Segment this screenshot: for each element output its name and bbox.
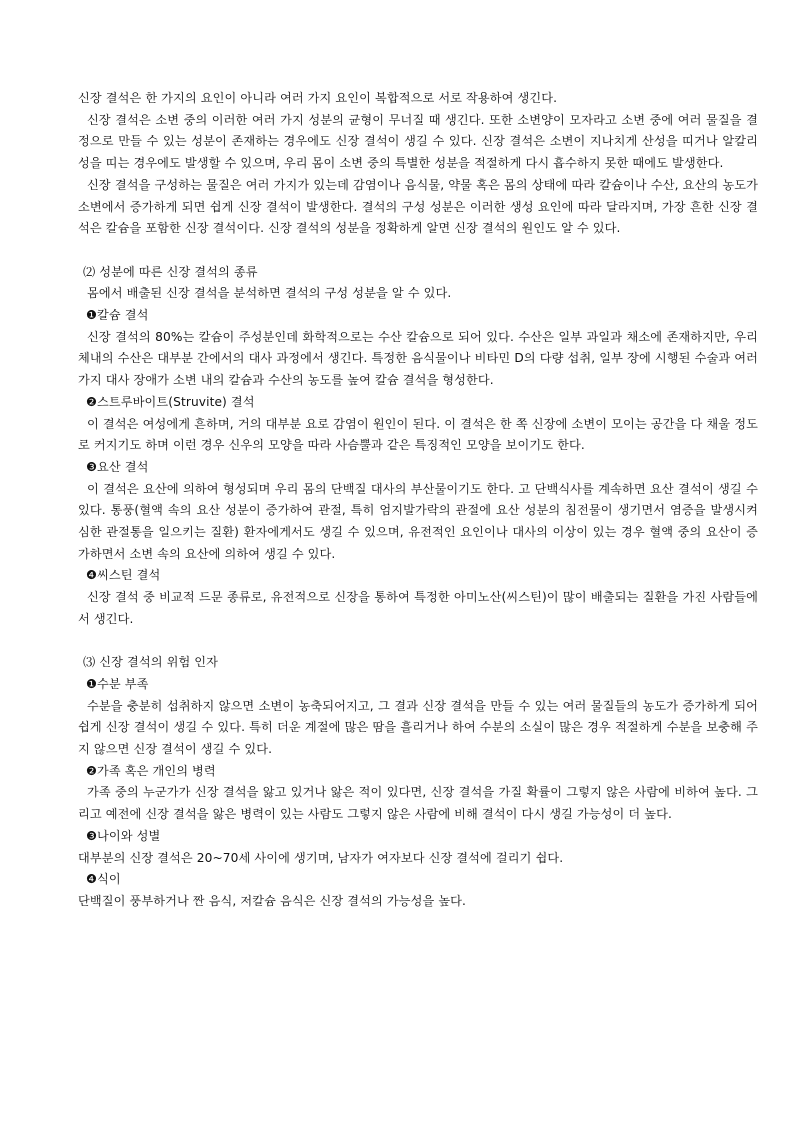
section-2-heading: ⑵ 성분에 따른 신장 결석의 종류 (83, 264, 258, 279)
history-text: 가족 중의 누군가가 신장 결석을 앓고 있거나 앓은 적이 있다면, 신장 결석을 가질 확률이 그렇지 않은 사람에 비하여 높다. 그리고 예전에 신장 결석을 앓은 병력이 있는 사람도 그렇지 않은 사람에 비해 결석이 다시 생길 가능성이 더 높다. (78, 785, 758, 822)
intro-paragraph-2: 신장 결석은 소변 중의 이러한 여러 가지 성분의 균형이 무너질 때 생긴다. 또한 소변양이 모자라고 소변 중에 여러 물질을 결정으로 만들 수 있는 성분이 존재하는 경우에도 신장 결석이 생길 수 있다. 신장 결석은 소변이 지나치게 산성을 띠거나 알칼리성을 띠는 경우에도 발생할 수 있으며, 우리 몸이 소변 중의 특별한 성분을 적절하게 다시 흡수하지 못한 때에도 발생한다. (78, 112, 758, 171)
age-sex-text: 대부분의 신장 결석은 20~70세 사이에 생기며, 남자가 여자보다 신장 결석에 걸리기 쉽다. (78, 850, 564, 865)
calcium-stone-text: 신장 결석의 80%는 칼슘이 주성분인데 화학적으로는 수산 칼슘으로 되어 있다. 수산은 일부 과일과 채소에 존재하지만, 우리 체내의 수산은 대부분 간에서의 대사 과정에서 생긴다. 특정한 음식물이나 비타민 D의 다량 섭취, 일부 장에 시행된 수술과 여러 가지 대사 장애가 소변 내의 칼슘과 수산의 농도를 높여 칼슘 결석을 형성한다. (78, 329, 758, 388)
intro-paragraph-1: 신장 결석은 한 가지의 요인이 아니라 여러 가지 요인이 복합적으로 서로 작용하여 생긴다. (78, 91, 558, 105)
uric-acid-stone-text: 이 결석은 요산에 의하여 형성되며 우리 몸의 단백질 대사의 부산물이기도 한다. 고 단백식사를 계속하면 요산 결석이 생길 수 있다. 통풍(혈액 속의 요산 성분이 증가하여 관절, 특히 엄지발가락의 관절에 요산 성분의 침전물이 생기면서 염증을 발생시켜 심한 관절통을 일으키는 질환) 환자에게서도 생길 수 있으며, 유전적인 요인이나 대사의 이상이 있는 경우 혈액 중의 요산이 증가하면서 소변 속의 요산에 의하여 생길 수 있다. (78, 481, 758, 561)
cystine-stone-text: 신장 결석 중 비교적 드문 종류로, 유전적으로 신장을 통하여 특정한 아미노산(씨스틴)이 많이 배출되는 질환을 가진 사람들에서 생긴다. (78, 590, 758, 626)
struvite-stone-heading: ❷스트루바이트(Struvite) 결석 (86, 394, 255, 409)
cystine-stone-heading: ❹씨스틴 결석 (86, 568, 161, 583)
diet-text: 단백질이 풍부하거나 짠 음식, 저칼슘 음식은 신장 결석의 가능성을 높다. (78, 893, 467, 908)
document-page (78, 88, 758, 913)
diet-heading: ❹식이 (86, 872, 121, 887)
age-sex-heading: ❸나이와 성별 (86, 828, 161, 843)
dehydration-heading: ❶수분 부족 (86, 676, 149, 691)
history-heading: ❷가족 혹은 개인의 병력 (86, 763, 216, 778)
intro-paragraph-3: 신장 결석을 구성하는 물질은 여러 가지가 있는데 감염이나 음식물, 약물 혹은 몸의 상태에 따라 칼슘이나 수산, 요산의 농도가 소변에서 증가하게 되면 쉽게 신장 결석이 발생한다. 결석의 구성 성분은 이러한 생성 요인에 따라 달라지며, 가장 흔한 신장 결석은 칼슘을 포함한 신장 결석이다. 신장 결석의 성분을 정확하게 알면 신장 결석의 원인도 알 수 있다. (78, 177, 758, 236)
section-3-heading: ⑶ 신장 결석의 위험 인자 (83, 655, 219, 670)
uric-acid-stone-heading: ❸요산 결석 (86, 459, 149, 474)
section-2-intro: 몸에서 배출된 신장 결석을 분석하면 결석의 구성 성분을 알 수 있다. (87, 286, 452, 301)
struvite-stone-text: 이 결석은 여성에게 흔하며, 거의 대부분 요로 감염이 원인이 된다. 이 결석은 한 쪽 신장에 소변이 모이는 공간을 다 채울 정도로 커지기도 하며 이런 경우 신우의 모양을 따라 사슴뿔과 같은 특징적인 모양을 보이기도 한다. (78, 416, 758, 453)
dehydration-text: 수분을 충분히 섭취하지 않으면 소변이 농축되어지고, 그 결과 신장 결석을 만들 수 있는 여러 물질들의 농도가 증가하게 되어 쉽게 신장 결석이 생길 수 있다. 특히 더운 계절에 많은 땀을 흘리거나 하여 수분의 소실이 많은 경우 적절하게 수분을 보충해 주지 않으면 신장 결석이 생길 수 있다. (78, 698, 758, 757)
calcium-stone-heading: ❶칼슘 결석 (86, 308, 149, 323)
